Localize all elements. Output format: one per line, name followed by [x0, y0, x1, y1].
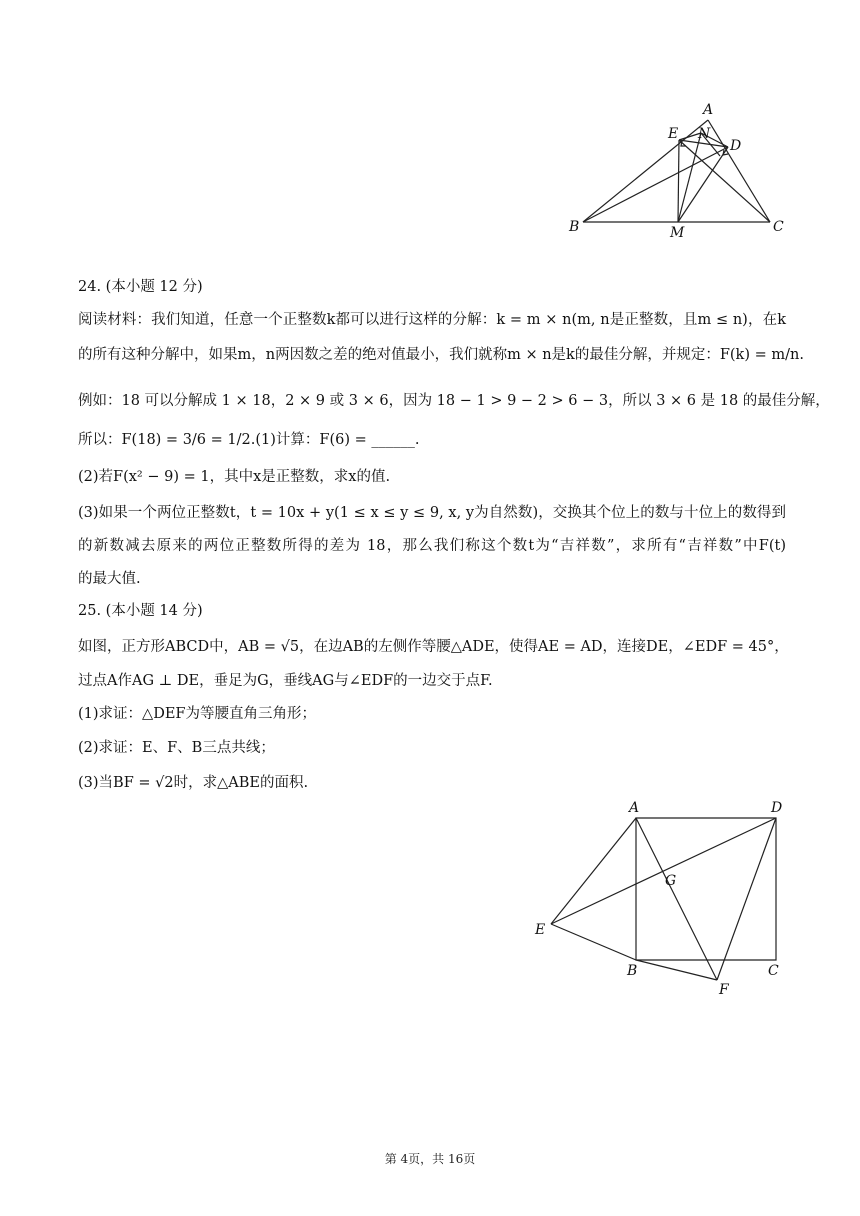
q24-line-8: 的最大值. — [78, 571, 141, 587]
q25-line-1: 如图，正方形ABCD中，AB = √5，在边AB的左侧作等腰△ADE，使得AE = AD，连接DE，∠EDF = 45°， — [78, 639, 789, 655]
label-D: D — [771, 800, 783, 816]
q25-line-3: (1)求证：△DEF为等腰直角三角形； — [78, 706, 316, 722]
label-F: F — [719, 982, 729, 998]
label-E: E — [668, 126, 679, 142]
label-N: N — [698, 126, 711, 142]
label-D: D — [730, 138, 742, 154]
label-B: B — [627, 963, 638, 979]
q24-line-3: 例如：18 可以分解成 1 × 18，2 × 9 或 3 × 6，因为 18 − 1 > 9 − 2 > 6 − 3，所以 3 × 6 是 18 的最佳分解， — [78, 393, 830, 409]
label-E: E — [535, 922, 546, 938]
label-A: A — [629, 800, 640, 816]
label-C: C — [768, 963, 779, 979]
q25-line-5: (3)当BF = √2时，求△ABE的面积. — [78, 775, 309, 791]
q24-line-4: 所以：F(18) = 3/6 = 1/2.(1)计算：F(6) = ______. — [78, 432, 420, 448]
q24-line-2: 的所有这种分解中，如果m，n两因数之差的绝对值最小，我们就称m × n是k的最佳分解，并规定：F(k) = m/n. — [78, 347, 804, 363]
triangle-figure — [560, 100, 790, 245]
label-B: B — [569, 219, 580, 235]
label-M: M — [670, 225, 685, 241]
q24-line-1: 阅读材料：我们知道，任意一个正整数k都可以进行这样的分解：k = m × n(m, n是正整数，且m ≤ n)，在k — [78, 312, 786, 328]
label-G: G — [665, 873, 677, 889]
label-C: C — [773, 219, 784, 235]
page-footer: 第 4页，共 16页 — [384, 1152, 476, 1166]
label-A: A — [703, 102, 714, 118]
q25-heading: 25. (本小题 14 分) — [78, 603, 203, 619]
q24-heading: 24. (本小题 12 分) — [78, 279, 203, 295]
figure-lines — [551, 818, 776, 980]
square-figure — [527, 798, 792, 998]
q25-line-2: 过点A作AG ⊥ DE，垂足为G，垂线AG与∠EDF的一边交于点F. — [78, 673, 493, 689]
q25-line-4: (2)求证：E、F、B三点共线； — [78, 740, 275, 756]
q24-line-6: (3)如果一个两位正整数t，t = 10x + y(1 ≤ x ≤ y ≤ 9, x, y为自然数)，交换其个位上的数与十位上的数得到 — [78, 505, 786, 521]
q24-line-5: (2)若F(x² − 9) = 1，其中x是正整数，求x的值. — [78, 469, 391, 485]
q24-line-7: 的新数减去原来的两位正整数所得的差为 18，那么我们称这个数t为“吉祥数”，求所有“吉祥数”中F(t) — [78, 538, 786, 554]
